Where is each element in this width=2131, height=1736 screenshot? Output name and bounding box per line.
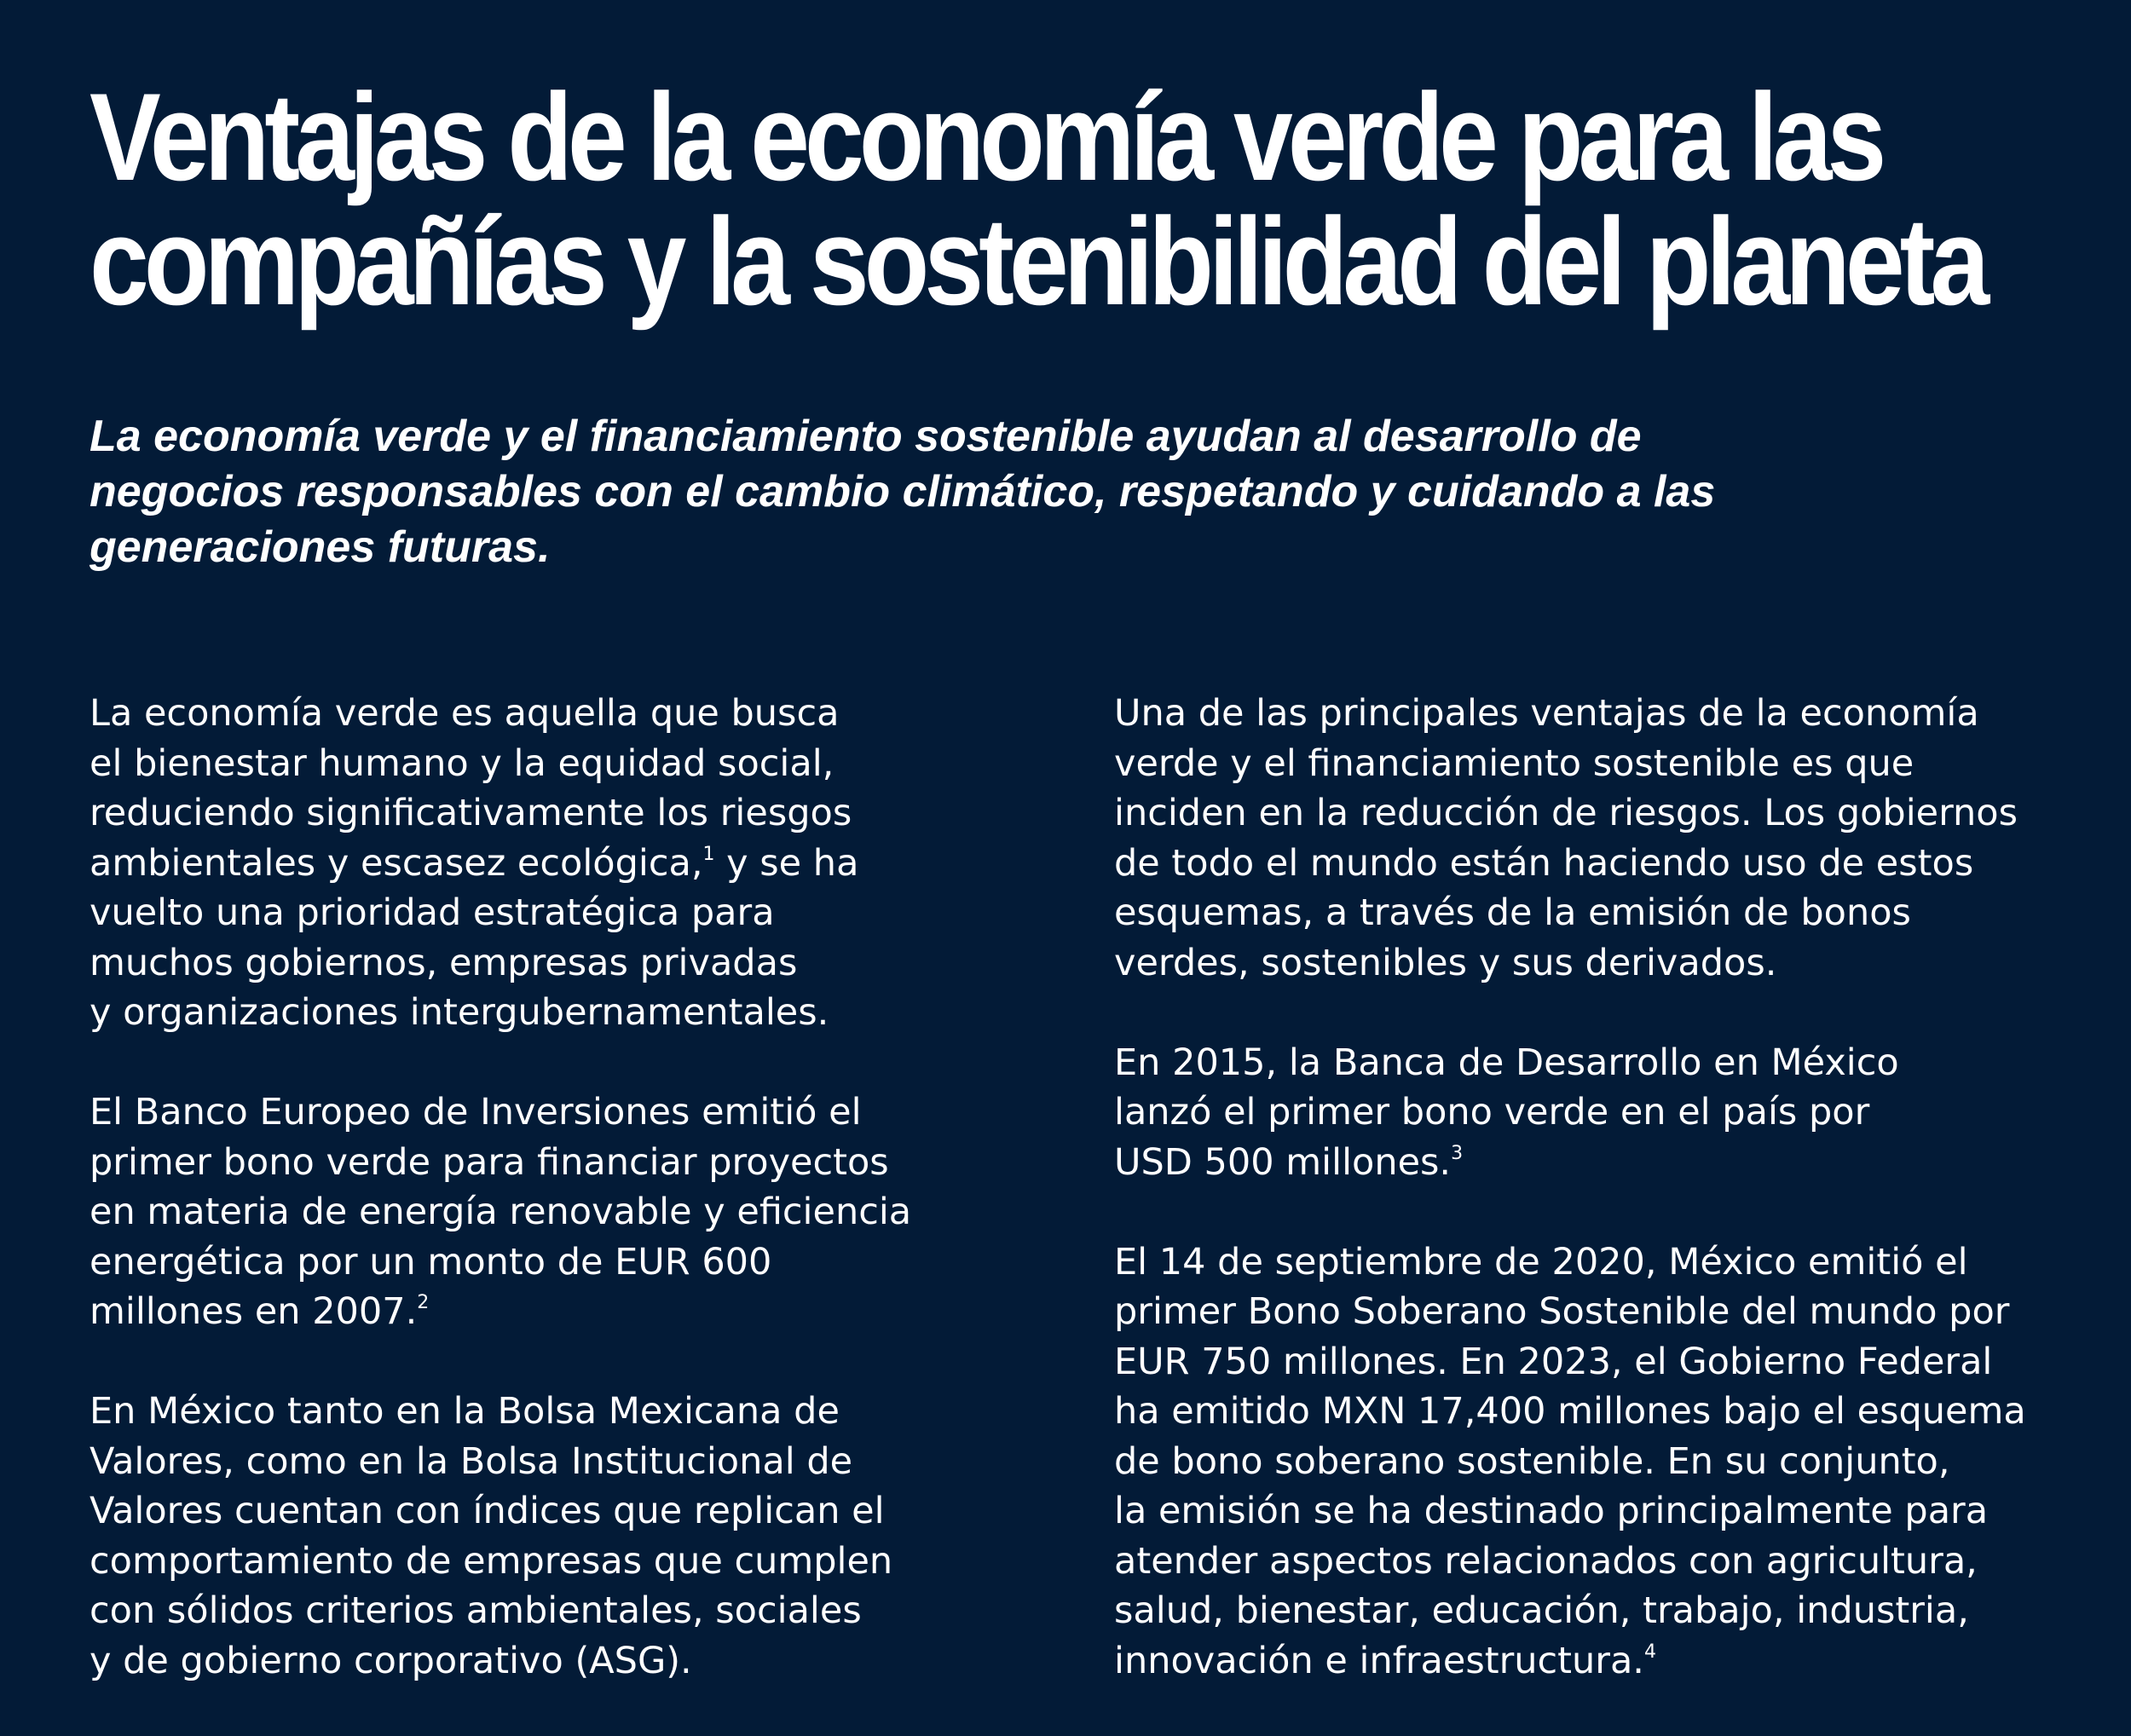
text-line xyxy=(1114,1636,2111,1687)
paragraph-2015-bond xyxy=(1114,1038,2111,1188)
text-line: y organizaciones intergubernamentales. xyxy=(90,991,829,1034)
text-line: EUR 750 millones. En 2023, el Gobierno Federal xyxy=(1114,1340,1993,1383)
text-line: ha emitido MXN 17,400 millones bajo el esquema xyxy=(1114,1390,2026,1433)
text-fragment: ambientales y escasez ecológica, xyxy=(90,841,703,885)
text-line: de bono soberano sostenible. En su conjunto, xyxy=(1114,1439,1950,1483)
text-line: La economía verde es aquella que busca xyxy=(90,692,840,735)
subtitle-line: generaciones futuras. xyxy=(90,522,551,572)
text-line: lanzó el primer bono verde en el país por xyxy=(1114,1091,1870,1133)
title-line: compañías y la sostenibilidad del planeta xyxy=(90,192,1985,331)
paragraph-advantages xyxy=(1114,689,2111,988)
text-fragment: y se ha xyxy=(714,841,859,885)
text-line xyxy=(1114,1138,2111,1188)
footnote-ref-3: 3 xyxy=(1451,1142,1464,1164)
text-line: atender aspectos relacionados con agricultura, xyxy=(1114,1539,1978,1583)
text-line: energética por un monto de EUR 600 xyxy=(90,1240,772,1283)
footnote-ref-4: 4 xyxy=(1643,1641,1656,1663)
page-title xyxy=(90,67,1985,331)
text-line: muchos gobiernos, empresas privadas xyxy=(90,941,798,984)
text-fragment: millones en 2007. xyxy=(90,1290,418,1333)
text-line: verde y el financiamiento sostenible es que xyxy=(1114,741,1914,785)
text-line: El 14 de septiembre de 2020, México emitió el xyxy=(1114,1240,1968,1283)
right-column xyxy=(1114,689,2111,1736)
text-line: esquemas, a través de la emisión de bonos xyxy=(1114,891,1911,934)
text-line: reduciendo significativamente los riesgos xyxy=(90,792,852,834)
paragraph-mexico-exchanges xyxy=(90,1387,1070,1686)
text-line: En 2015, la Banca de Desarrollo en México xyxy=(1114,1041,1899,1084)
text-line: inciden en la reducción de riesgos. Los gobiernos xyxy=(1114,792,2018,834)
text-line: primer Bono Soberano Sostenible del mundo por xyxy=(1114,1290,2010,1333)
text-line: Valores, como en la Bolsa Institucional de xyxy=(90,1439,853,1483)
title-line: Ventajas de la economía verde para las xyxy=(90,67,1882,206)
subtitle xyxy=(90,409,2050,575)
text-line: en materia de energía renovable y eficiencia xyxy=(90,1191,912,1233)
text-line xyxy=(90,839,1070,889)
text-line xyxy=(90,1287,1070,1337)
left-column xyxy=(90,689,1070,1736)
paragraph-european-bank xyxy=(90,1087,1070,1337)
text-line: y de gobierno corporativo (ASG). xyxy=(90,1639,692,1682)
text-line: verdes, sostenibles y sus derivados. xyxy=(1114,941,1777,984)
text-line: primer bono verde para financiar proyectos xyxy=(90,1140,889,1184)
text-line: El Banco Europeo de Inversiones emitió el xyxy=(90,1091,862,1133)
subtitle-line: La economía verde y el financiamiento sostenible ayudan al desarrollo de xyxy=(90,412,1642,461)
text-line: Una de las principales ventajas de la economía xyxy=(1114,692,1979,735)
footnote-ref-2: 2 xyxy=(417,1292,430,1313)
text-line: el bienestar humano y la equidad social, xyxy=(90,741,834,785)
text-line: de todo el mundo están haciendo uso de estos xyxy=(1114,841,1974,885)
text-fragment: USD 500 millones. xyxy=(1114,1140,1452,1184)
paragraph-green-economy xyxy=(90,689,1070,1038)
text-line: En México tanto en la Bolsa Mexicana de xyxy=(90,1390,840,1433)
text-line: comportamiento de empresas que cumplen xyxy=(90,1539,893,1583)
footnote-ref-1: 1 xyxy=(702,843,715,865)
text-line: Valores cuentan con índices que replican el xyxy=(90,1490,885,1532)
subtitle-line: negocios responsables con el cambio climático, respetando y cuidando a las xyxy=(90,467,1716,516)
text-line: con sólidos criterios ambientales, sociales xyxy=(90,1589,862,1632)
text-line: la emisión se ha destinado principalmente para xyxy=(1114,1490,1989,1532)
text-line: salud, bienestar, educación, trabajo, industria, xyxy=(1114,1589,1969,1632)
text-line: vuelto una prioridad estratégica para xyxy=(90,891,775,934)
text-fragment: innovación e infraestructura. xyxy=(1114,1639,1644,1682)
paragraph-sovereign-bond xyxy=(1114,1237,2111,1687)
